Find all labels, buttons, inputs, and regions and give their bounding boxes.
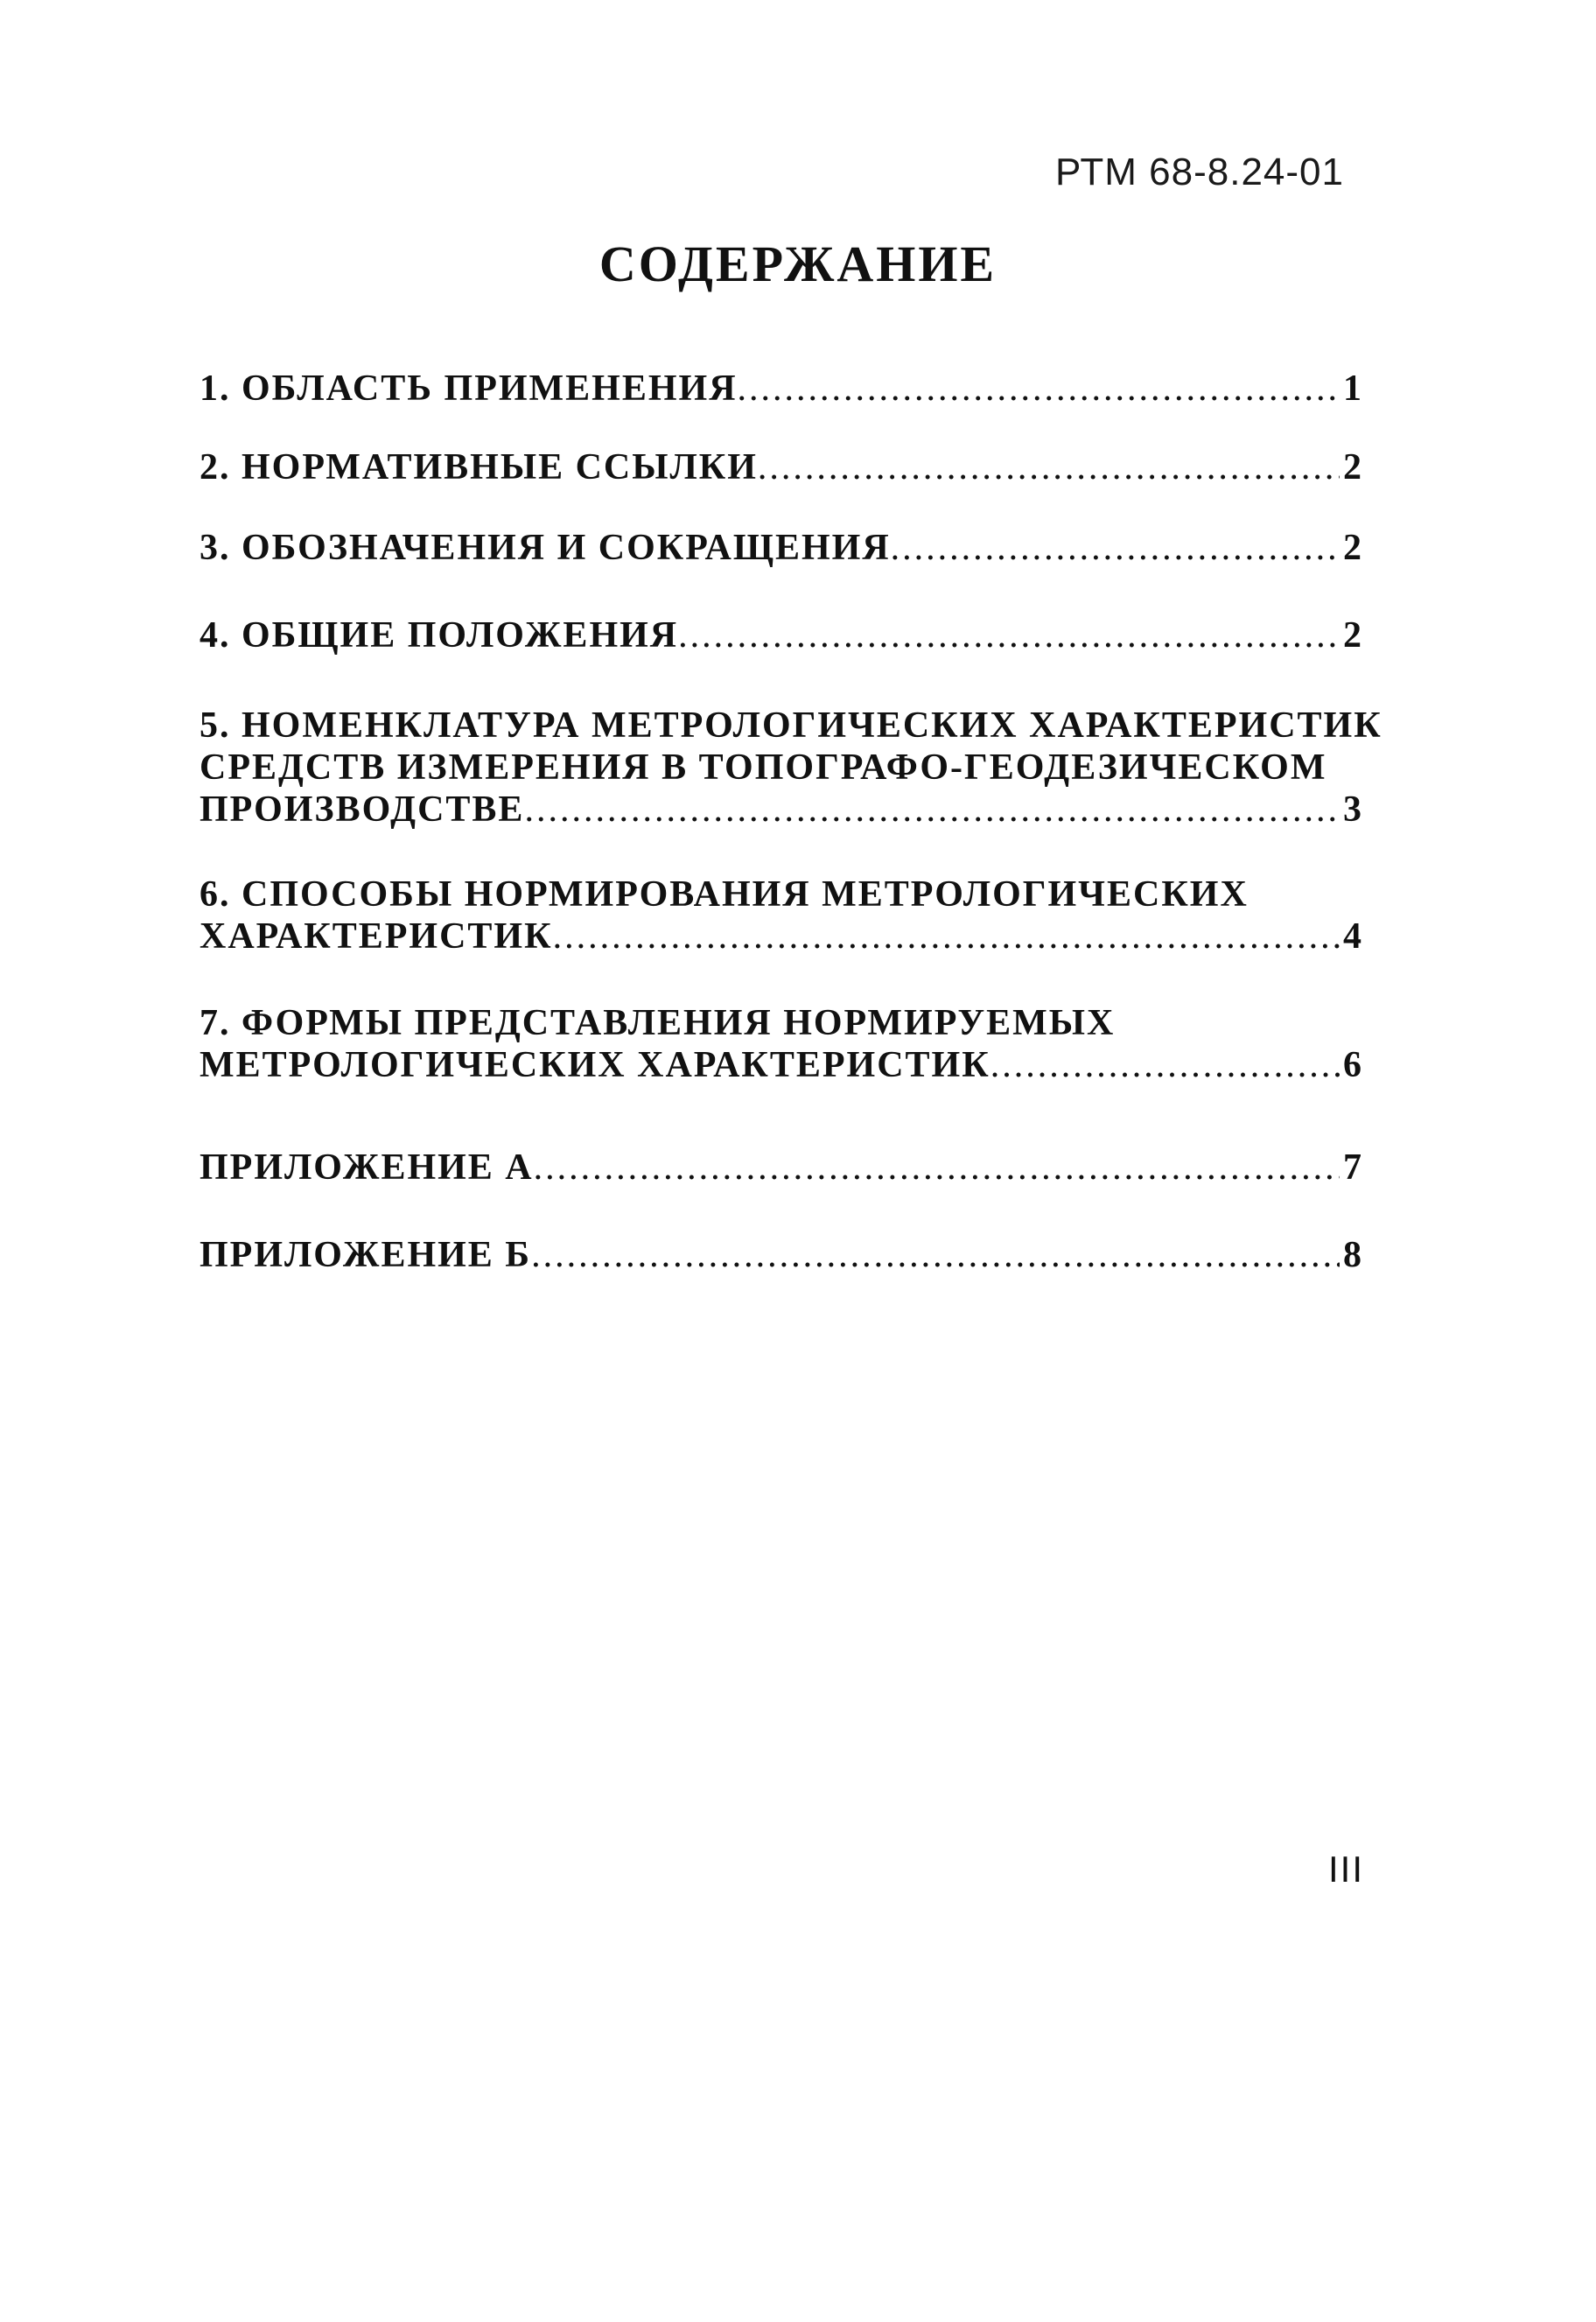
toc-entry-4[interactable] xyxy=(200,614,1363,656)
dot-leader xyxy=(524,789,1340,831)
toc-entry-last-line xyxy=(200,789,1363,831)
dot-leader xyxy=(553,915,1340,958)
toc-entry-title: 2. НОРМАТИВНЫЕ ССЫЛКИ xyxy=(200,447,758,488)
page-number: III xyxy=(1328,1848,1365,1890)
toc-entry-title: 4. ОБЩИЕ ПОЛОЖЕНИЯ xyxy=(200,615,679,656)
toc-entry-title: ПРИЛОЖЕНИЕ Б xyxy=(200,1235,532,1275)
toc-entry-title: МЕТРОЛОГИЧЕСКИХ ХАРАКТЕРИСТИК xyxy=(200,1045,990,1085)
toc-entry-appendix-b[interactable] xyxy=(200,1234,1363,1276)
dot-leader xyxy=(531,1234,1340,1276)
toc-page-number: 1 xyxy=(1343,368,1363,409)
toc-entry-last-line xyxy=(200,1044,1363,1086)
toc-entry-5[interactable] xyxy=(200,705,1382,831)
toc-page-number: 2 xyxy=(1343,615,1363,656)
dot-leader xyxy=(534,1147,1340,1189)
toc-entry-title: ПРИЛОЖЕНИЕ А xyxy=(200,1147,534,1188)
toc-page-number: 2 xyxy=(1343,528,1363,568)
toc-entry-title: 3. ОБОЗНАЧЕНИЯ И СОКРАЩЕНИЯ xyxy=(200,528,891,568)
dot-leader xyxy=(990,1044,1340,1086)
toc-entry-title-line: СРЕДСТВ ИЗМЕРЕНИЯ В ТОПОГРАФО-ГЕОДЕЗИЧЕСКОМ xyxy=(200,747,1327,788)
toc-entry-title: 1. ОБЛАСТЬ ПРИМЕНЕНИЯ xyxy=(200,368,738,409)
toc-title: СОДЕРЖАНИЕ xyxy=(598,235,998,292)
toc-page-number: 3 xyxy=(1343,789,1363,830)
dot-leader xyxy=(678,614,1340,656)
toc-entry-title-line: 5. НОМЕНКЛАТУРА МЕТРОЛОГИЧЕСКИХ ХАРАКТЕРИСТИК xyxy=(200,705,1382,746)
toc-entry-last-line xyxy=(200,1234,1363,1276)
toc-entry-title: ХАРАКТЕРИСТИК xyxy=(200,916,553,957)
toc-page-number: 8 xyxy=(1343,1235,1363,1275)
toc-page-number: 7 xyxy=(1343,1147,1363,1188)
dot-leader xyxy=(738,368,1340,410)
toc-entry-last-line xyxy=(200,915,1363,958)
toc-entry-appendix-a[interactable] xyxy=(200,1147,1363,1189)
toc-page-number: 6 xyxy=(1343,1045,1363,1085)
toc-entry-title-line: 6. СПОСОБЫ НОРМИРОВАНИЯ МЕТРОЛОГИЧЕСКИХ xyxy=(200,874,1249,915)
toc-page-number: 2 xyxy=(1343,447,1363,488)
toc-entry-1[interactable] xyxy=(200,368,1363,410)
toc-entry-last-line xyxy=(200,614,1363,656)
toc-entry-7[interactable] xyxy=(200,1002,1363,1086)
toc-entry-3[interactable] xyxy=(200,527,1363,569)
toc-entry-last-line xyxy=(200,527,1363,569)
dot-leader xyxy=(758,446,1340,488)
toc-entry-last-line xyxy=(200,1147,1363,1189)
toc-entry-6[interactable] xyxy=(200,873,1363,958)
toc-entry-last-line xyxy=(200,446,1363,488)
toc-entry-title-line: 7. ФОРМЫ ПРЕДСТАВЛЕНИЯ НОРМИРУЕМЫХ xyxy=(200,1003,1116,1043)
toc-entry-last-line xyxy=(200,368,1363,410)
document-code: РТМ 68-8.24-01 xyxy=(1055,151,1344,193)
toc-entry-title: ПРОИЗВОДСТВЕ xyxy=(200,789,525,830)
toc-page-number: 4 xyxy=(1343,916,1363,957)
dot-leader xyxy=(891,527,1340,569)
toc-entry-2[interactable] xyxy=(200,446,1363,488)
